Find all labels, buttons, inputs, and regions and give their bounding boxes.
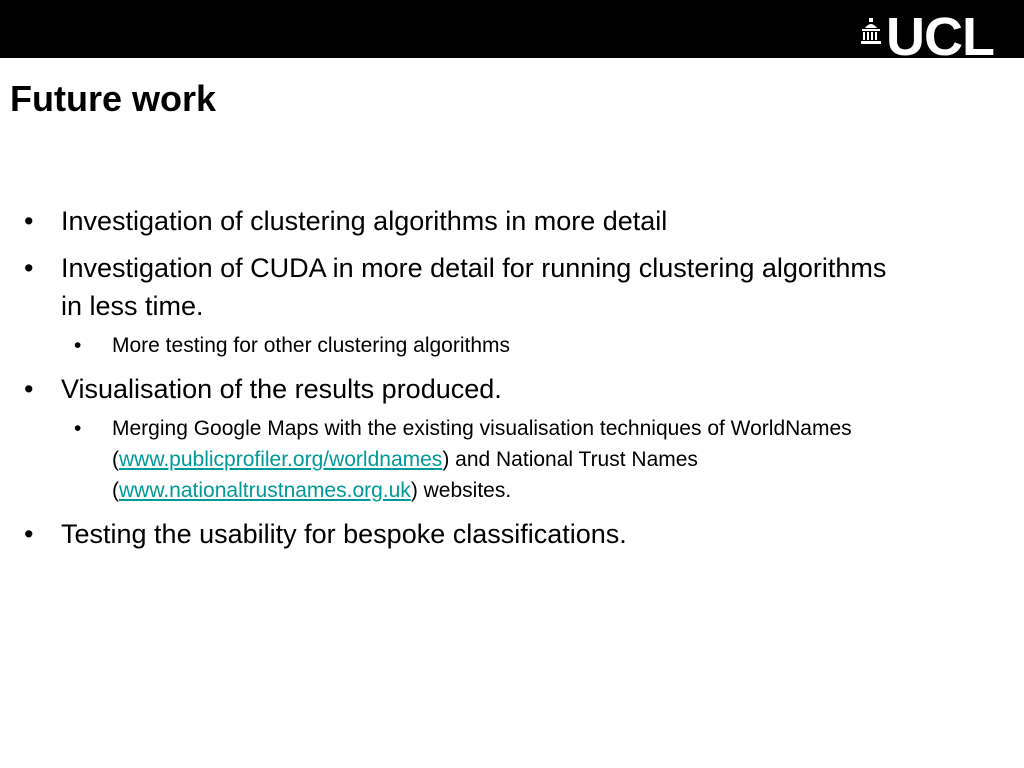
nationaltrustnames-link[interactable]: www.nationaltrustnames.org.uk — [119, 479, 411, 502]
sub-bullet-text: ) and National Trust Names ( — [112, 448, 698, 502]
bullet-item — [0, 515, 891, 553]
bullet-text: Investigation of clustering algorithms in more detail — [61, 206, 668, 236]
bullet-text: Visualisation of the results produced. — [61, 374, 502, 404]
bullet-text: Testing the usability for bespoke classifications. — [61, 519, 627, 549]
sub-bullet-item — [0, 330, 902, 361]
bullet-marker: • — [24, 519, 34, 549]
bullet-list — [0, 202, 1024, 562]
slide-title: Future work — [10, 78, 217, 119]
bullet-item — [0, 202, 891, 240]
bullet-text: Investigation of CUDA in more detail for running clustering algorithms in less time. — [61, 253, 887, 321]
bullet-marker: • — [24, 253, 34, 283]
logo-text: UCL — [886, 7, 994, 67]
bullet-item — [0, 249, 891, 325]
bullet-item — [0, 370, 891, 408]
header-bar — [0, 0, 1024, 67]
sub-bullet-text: Merging Google Maps with the existing visualisation techniques of WorldNames ( — [112, 417, 852, 471]
bullet-marker: • — [74, 334, 82, 357]
sub-bullet-text: More testing for other clustering algorithms — [112, 334, 511, 357]
bullet-marker: • — [24, 206, 34, 236]
sub-bullet-text: ) websites. — [410, 479, 512, 502]
bullet-marker: • — [24, 374, 34, 404]
sub-bullet-item — [0, 413, 902, 506]
bullet-marker: • — [74, 417, 82, 440]
ucl-portico-icon — [860, 18, 882, 44]
worldnames-link[interactable]: www.publicprofiler.org/worldnames — [119, 448, 443, 471]
ucl-logo — [860, 7, 994, 67]
